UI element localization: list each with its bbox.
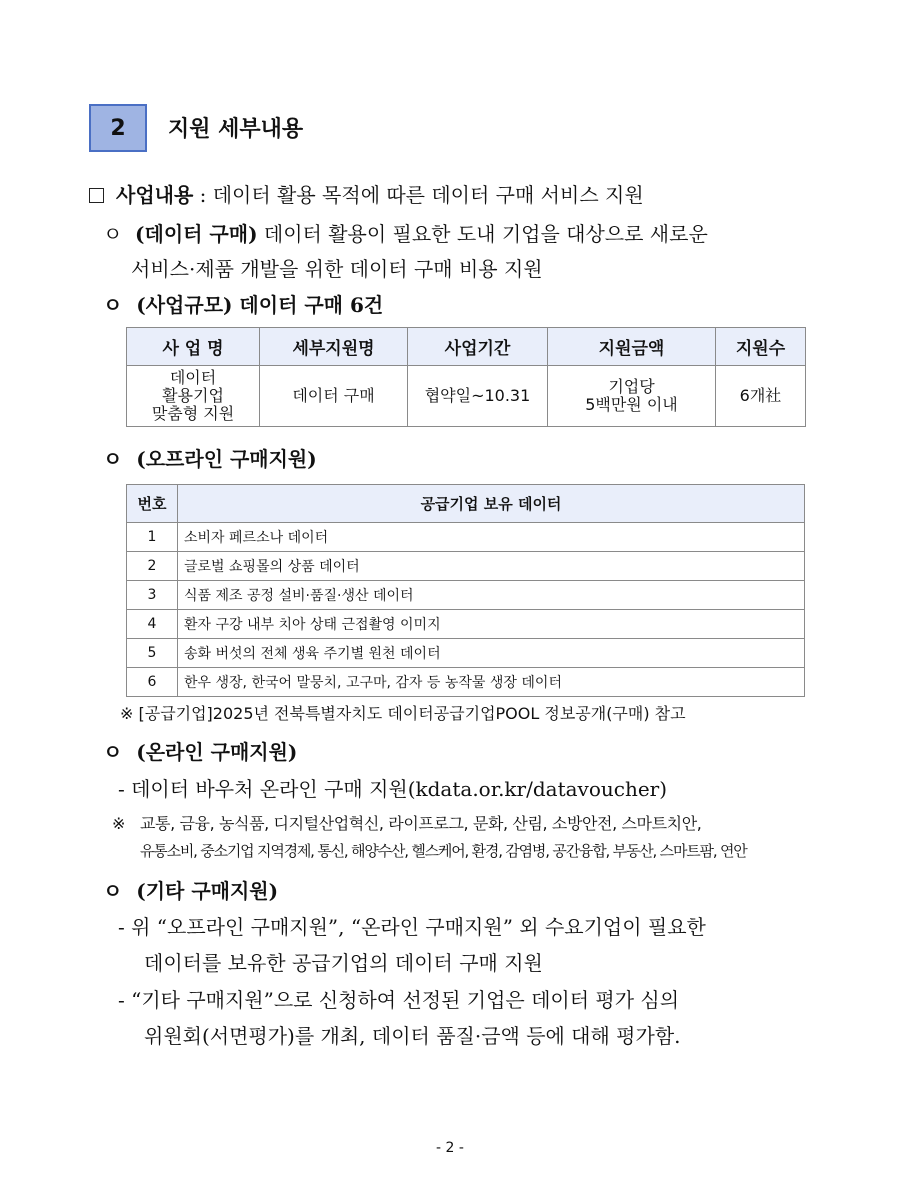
circle-bullet-icon: ㅇ	[103, 740, 123, 764]
business-line	[89, 180, 644, 210]
cell-period: 협약일~10.31	[408, 366, 548, 427]
purchase-label: (데이터 구매)	[135, 222, 258, 246]
purchase-text-1: 데이터 활용이 필요한 도내 기업을 대상으로 새로운	[257, 222, 708, 246]
other-line	[103, 876, 278, 906]
row-data: 송화 버섯의 전체 생육 주기별 원천 데이터	[178, 639, 805, 668]
purchase-line	[103, 219, 708, 249]
row-data: 환자 구강 내부 치아 상태 근접촬영 이미지	[178, 610, 805, 639]
row-data: 글로벌 쇼핑몰의 상품 데이터	[178, 552, 805, 581]
other-item-2-line-1: - “기타 구매지원”으로 신청하여 선정된 기업은 데이터 평가 심의	[118, 988, 680, 1012]
table-header-row	[127, 328, 806, 366]
business-text: 데이터 활용 목적에 따른 데이터 구매 서비스 지원	[212, 183, 644, 207]
business-label: 사업내용	[116, 183, 194, 207]
other-label: (기타 구매지원)	[136, 879, 279, 903]
cell-count: 6개社	[716, 366, 806, 427]
header-amount: 지원금액	[548, 328, 716, 366]
table-row	[127, 552, 805, 581]
section-title: 지원 세부내용	[168, 117, 304, 142]
scale-label: (사업규모) 데이터 구매 6건	[136, 293, 384, 317]
online-item: - 데이터 바우처 온라인 구매 지원(kdata.or.kr/datavoucher)	[118, 777, 668, 801]
row-data: 식품 제조 공정 설비·품질·생산 데이터	[178, 581, 805, 610]
row-number: 5	[127, 639, 178, 668]
support-summary-table	[126, 327, 806, 427]
scale-line	[103, 290, 383, 320]
circle-bullet-icon: ㅇ	[103, 222, 123, 246]
cell-detail-name: 데이터 구매	[260, 366, 408, 427]
cell-amount: 기업당 5백만원 이내	[548, 366, 716, 427]
table-row	[127, 523, 805, 552]
table-row	[127, 581, 805, 610]
online-note-line-1: 교통, 금융, 농식품, 디지털산업혁신, 라이프로그, 문화, 산림, 소방안전, 스마트치안,	[140, 814, 702, 833]
other-item-1-line-1: - 위 “오프라인 구매지원”, “온라인 구매지원” 외 수요기업이 필요한	[118, 915, 706, 939]
row-data: 한우 생장, 한국어 말뭉치, 고구마, 감자 등 농작물 생장 데이터	[178, 668, 805, 697]
header-number: 번호	[127, 485, 178, 523]
page-number: - 2 -	[436, 1140, 464, 1156]
header-count: 지원수	[716, 328, 806, 366]
online-note-line-2: 유통소비, 중소기업 지역경제, 통신, 해양수산, 헬스케어, 환경, 감염병, 공간융합, 부동산, 스마트팜, 연안	[140, 842, 747, 860]
row-number: 4	[127, 610, 178, 639]
row-data: 소비자 페르소나 데이터	[178, 523, 805, 552]
online-line	[103, 737, 297, 767]
purchase-text-2: 서비스·제품 개발을 위한 데이터 구매 비용 지원	[131, 257, 543, 281]
header-supplier-data: 공급기업 보유 데이터	[178, 485, 805, 523]
row-number: 1	[127, 523, 178, 552]
supplier-data-table	[126, 484, 805, 697]
other-item-2-line-2: 위원회(서면평가)를 개최, 데이터 품질·금액 등에 대해 평가함.	[144, 1024, 681, 1048]
header-detail-name: 세부지원명	[260, 328, 408, 366]
supplier-note: ※ [공급기업]2025년 전북특별자치도 데이터공급기업POOL 정보공개(구매) 참고	[120, 704, 686, 723]
row-number: 6	[127, 668, 178, 697]
table-header-row	[127, 485, 805, 523]
offline-label: (오프라인 구매지원)	[136, 447, 317, 471]
row-number: 3	[127, 581, 178, 610]
other-item-1-line-2: 데이터를 보유한 공급기업의 데이터 구매 지원	[144, 951, 543, 975]
table-row	[127, 668, 805, 697]
table-row	[127, 639, 805, 668]
online-note-mark: ※	[112, 814, 126, 833]
header-business-name: 사 업 명	[127, 328, 260, 366]
cell-business-name: 데이터 활용기업 맞춤형 지원	[127, 366, 260, 427]
section-number-box	[89, 104, 147, 152]
circle-bullet-icon: ㅇ	[103, 447, 123, 471]
square-bullet-icon	[89, 188, 104, 203]
circle-bullet-icon: ㅇ	[103, 293, 123, 317]
circle-bullet-icon: ㅇ	[103, 879, 123, 903]
header-period: 사업기간	[408, 328, 548, 366]
business-colon: :	[193, 183, 213, 207]
section-number: 2	[110, 115, 126, 141]
offline-line	[103, 444, 317, 474]
row-number: 2	[127, 552, 178, 581]
table-row	[127, 366, 806, 427]
table-row	[127, 610, 805, 639]
online-label: (온라인 구매지원)	[136, 740, 298, 764]
